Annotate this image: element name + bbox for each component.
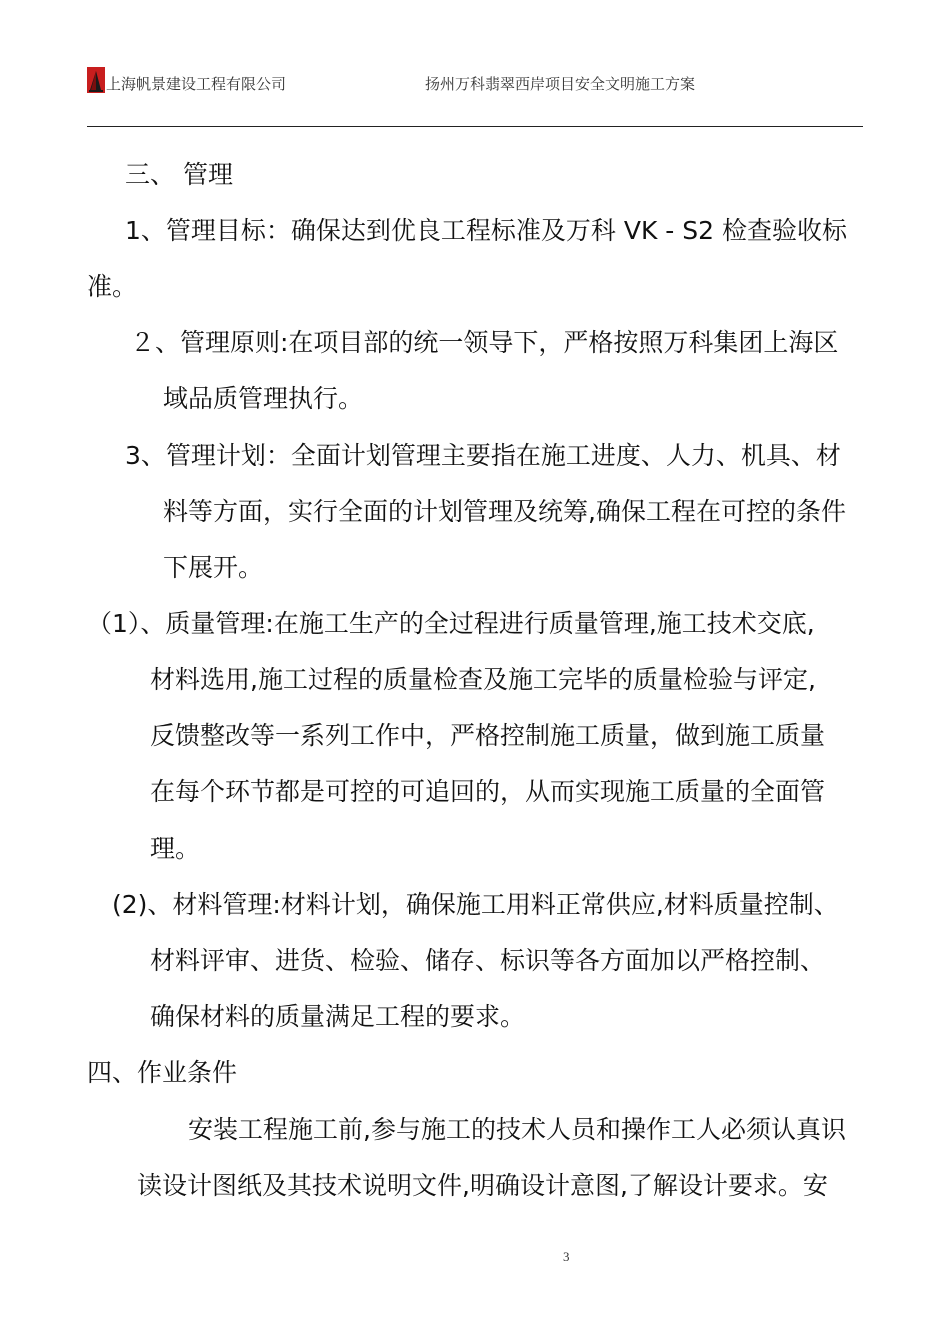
plan-line-1: 3、管理计划：全面计划管理主要指在施工进度、人力、机具、材 <box>125 441 841 470</box>
quality-line-1: （1）、质量管理:在施工生产的全过程进行质量管理,施工技术交底, <box>87 609 815 638</box>
plan-line-2: 料等方面，实行全面的计划管理及统筹,确保工程在可控的条件 <box>163 497 846 526</box>
header-document-title: 扬州万科翡翠西岸项目安全文明施工方案 <box>425 77 696 93</box>
section-3-heading: 三、 管理 <box>125 160 233 189</box>
conditions-line-1: 安装工程施工前,参与施工的技术人员和操作工人必须认真识 <box>188 1115 846 1144</box>
section-4-heading: 四、作业条件 <box>87 1058 238 1087</box>
conditions-line-2: 读设计图纸及其技术说明文件,明确设计意图,了解设计要求。安 <box>137 1171 828 1200</box>
quality-line-5: 理。 <box>150 834 201 863</box>
quality-line-3: 反馈整改等一系列工作中，严格控制施工质量，做到施工质量 <box>150 721 826 750</box>
goal-line-1: 1、管理目标：确保达到优良工程标准及万科 VK - S2 检查验收标 <box>125 216 847 245</box>
plan-line-3: 下展开。 <box>163 553 264 582</box>
material-line-1: (2)、材料管理:材料计划，确保施工用料正常供应,材料质量控制、 <box>112 890 839 919</box>
quality-line-2: 材料选用,施工过程的质量检查及施工完毕的质量检验与评定, <box>150 665 816 694</box>
header-divider <box>87 126 863 127</box>
material-line-2: 材料评审、进货、检验、储存、标识等各方面加以严格控制、 <box>150 946 826 975</box>
goal-line-2: 准。 <box>87 272 138 301</box>
header-company-name: 上海帆景建设工程有限公司 <box>106 77 287 93</box>
page-number: 3 <box>563 1249 570 1264</box>
principle-line-2: 域品质管理执行。 <box>163 384 364 413</box>
quality-line-4: 在每个环节都是可控的可追回的，从而实现施工质量的全面管 <box>150 777 826 806</box>
principle-line-1: ２、管理原则:在项目部的统一领导下，严格按照万科集团上海区 <box>130 328 839 357</box>
material-line-3: 确保材料的质量满足工程的要求。 <box>150 1002 526 1031</box>
company-logo-icon <box>87 67 105 93</box>
